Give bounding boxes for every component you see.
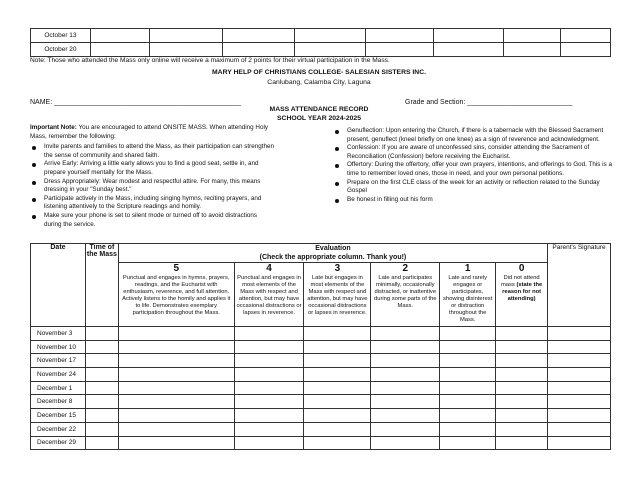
school-name: MARY HELP OF CHRISTIANS COLLEGE- SALESIAN SISTERS INC.: [212, 69, 426, 76]
score-description: [496, 275, 547, 303]
table-row: [31, 354, 611, 368]
date-cell: November 10: [31, 340, 86, 354]
check-cell[interactable]: [234, 381, 304, 395]
date-cell: December 15: [31, 409, 86, 423]
top-check-cell[interactable]: [222, 29, 294, 43]
instruction-text: Genuflection: Upon entering the Church, if there is a tabernacle with the Blessed Sacrament present, genuflect (kneel briefly on one knee) as a sign of reverence and acknowledgment.: [347, 127, 604, 143]
check-cell[interactable]: [496, 436, 548, 450]
instruction-item: [333, 179, 613, 196]
date-cell: December 8: [31, 395, 86, 409]
check-cell[interactable]: [234, 422, 304, 436]
instruction-text: Participate actively in the Mass, including singing hymns, reciting prayers, and listening attentively to the Scripture readings and homily.: [44, 194, 262, 211]
grade-section-field[interactable]: Grade and Section: ___________________________: [405, 99, 573, 106]
signature-header: Parent's Signature: [548, 244, 611, 327]
bullet-icon: [32, 163, 36, 167]
top-check-cell[interactable]: [294, 43, 366, 57]
check-cell[interactable]: [118, 409, 234, 423]
score-description: Late and rarely engages or participates, showing disinterest or distraction throughout the Mass.: [443, 275, 493, 323]
evaluation-header: [118, 244, 547, 263]
instruction-item: [30, 195, 276, 212]
top-check-cell[interactable]: [149, 29, 222, 43]
score-value: 1: [464, 263, 471, 274]
table-row: [31, 368, 611, 382]
previous-dates-table: [30, 28, 611, 57]
check-cell[interactable]: [234, 368, 304, 382]
check-cell[interactable]: [304, 354, 371, 368]
top-table-row: [31, 29, 611, 43]
check-cell[interactable]: [440, 395, 496, 409]
instruction-item: [333, 161, 613, 178]
check-cell[interactable]: [440, 409, 496, 423]
table-row: [31, 409, 611, 423]
check-cell[interactable]: [371, 395, 440, 409]
check-cell[interactable]: [118, 436, 234, 450]
score-description: Punctual and engages in hymns, prayers, readings, and the Eucharist with enthusiasm, reverence, and full attention. Actively listens to the homily and applies it to life. Demonstrates exemplary participation throughout the Mass.: [122, 275, 231, 316]
check-cell[interactable]: [440, 381, 496, 395]
important-note-text: You are encouraged to attend ONSITE MASS. When attending Holy Mass, remember the following:: [30, 124, 268, 140]
signature-cell[interactable]: [548, 409, 611, 423]
check-cell[interactable]: [371, 381, 440, 395]
check-cell[interactable]: [234, 436, 304, 450]
instruction-item: [333, 127, 613, 144]
online-note: Note: Those who attended the Mass only online will receive a maximum of 2 points for their virtual participation in the Mass.: [30, 57, 390, 64]
score-value: 2: [402, 263, 409, 274]
instruction-text: Confession: If you are aware of unconfessed sins, consider attending the Sacrament of Reconciliation (Confession) before receiving the Eucharist.: [347, 144, 590, 160]
bullet-icon: [32, 146, 36, 150]
record-title: MASS ATTENDANCE RECORD: [269, 106, 369, 113]
check-cell[interactable]: [371, 422, 440, 436]
signature-cell[interactable]: [548, 340, 611, 354]
name-field[interactable]: NAME: ________________________________________________: [30, 99, 241, 106]
top-check-cell[interactable]: [90, 43, 149, 57]
table-row: [31, 340, 611, 354]
check-cell[interactable]: [118, 422, 234, 436]
instruction-item: [30, 212, 276, 229]
top-check-cell[interactable]: [294, 29, 366, 43]
signature-cell[interactable]: [548, 354, 611, 368]
time-header: Time of the Mass: [85, 244, 118, 327]
bullet-icon: [32, 215, 36, 219]
score-value: 4: [266, 263, 272, 274]
evaluation-instruction: (Check the appropriate column. Thank you!): [259, 254, 407, 261]
score-description: Late but engages in most elements of the Mass with respect and attention, but may have occasional distractions or lapses in reverence.: [307, 275, 368, 316]
instruction-text: Invite parents and families to attend the Mass, as their participation can strengthen the sense of community and shared faith.: [44, 143, 274, 159]
check-cell[interactable]: [440, 327, 496, 341]
date-cell: November 24: [31, 368, 86, 382]
important-note: [30, 124, 276, 141]
check-cell[interactable]: [440, 368, 496, 382]
check-cell[interactable]: [496, 381, 548, 395]
check-cell[interactable]: [371, 436, 440, 450]
instruction-item: [30, 178, 276, 195]
time-cell[interactable]: [85, 395, 118, 409]
check-cell[interactable]: [118, 354, 234, 368]
date-cell: December 1: [31, 381, 86, 395]
instruction-item: [30, 160, 276, 177]
score-header-5: [118, 263, 234, 327]
check-cell[interactable]: [234, 340, 304, 354]
check-cell[interactable]: [304, 395, 371, 409]
instruction-text: Prepare on the first CLE class of the week for an activity or reflection related to the Sunday Gospel: [347, 178, 600, 195]
instruction-item: [30, 143, 276, 160]
bullet-icon: [32, 181, 36, 185]
check-cell[interactable]: [304, 327, 371, 341]
time-cell[interactable]: [85, 340, 118, 354]
school-year: SCHOOL YEAR 2024-2025: [277, 115, 361, 122]
check-cell[interactable]: [118, 395, 234, 409]
top-check-cell[interactable]: [90, 29, 149, 43]
bullet-icon: [32, 198, 36, 202]
instruction-item: [333, 196, 613, 205]
top-check-cell[interactable]: [561, 43, 611, 57]
table-row: [31, 436, 611, 450]
top-check-cell[interactable]: [434, 43, 504, 57]
score-header-0: [496, 263, 548, 327]
check-cell[interactable]: [371, 354, 440, 368]
top-check-cell[interactable]: [504, 29, 561, 43]
table-row: [31, 381, 611, 395]
check-cell[interactable]: [304, 422, 371, 436]
bullet-icon: [335, 164, 339, 168]
check-cell[interactable]: [371, 327, 440, 341]
score-header-1: [440, 263, 496, 327]
check-cell[interactable]: [440, 340, 496, 354]
signature-cell[interactable]: [548, 381, 611, 395]
check-cell[interactable]: [304, 409, 371, 423]
score-value: 5: [173, 263, 180, 274]
attendance-table: [30, 243, 611, 450]
date-cell: November 3: [31, 327, 86, 341]
check-cell[interactable]: [234, 354, 304, 368]
right-instructions: [333, 127, 613, 204]
top-check-cell[interactable]: [561, 29, 611, 43]
check-cell[interactable]: [371, 409, 440, 423]
signature-cell[interactable]: [548, 395, 611, 409]
instruction-text: Make sure your phone is set to silent mode or turned off to avoid distractions during the service.: [44, 211, 258, 228]
score-description-bold: (state the reason for not attending): [502, 282, 543, 302]
school-address: Canlubang, Calamba City, Laguna: [267, 79, 371, 86]
top-check-cell[interactable]: [504, 43, 561, 57]
signature-cell[interactable]: [548, 368, 611, 382]
check-cell[interactable]: [496, 327, 548, 341]
check-cell[interactable]: [496, 395, 548, 409]
instruction-text: Dress Appropriately: Wear modest and respectful attire. For many, this means dressing in your "Sunday best.": [44, 177, 261, 194]
check-cell[interactable]: [304, 381, 371, 395]
check-cell[interactable]: [440, 422, 496, 436]
instruction-text: Arrive Early: Arriving a little early allows you to find a good seat, settle in, and prepare yourself mentally for the Mass.: [44, 160, 259, 176]
check-cell[interactable]: [304, 368, 371, 382]
score-value: 3: [334, 263, 341, 274]
evaluation-title: Evaluation: [315, 245, 351, 252]
time-cell[interactable]: [85, 381, 118, 395]
score-description: Punctual and engages in most elements of the Mass with respect and attention, but may have occasional distractions or lapses in reverence.: [236, 275, 302, 316]
table-row: [31, 395, 611, 409]
top-check-cell[interactable]: [366, 29, 434, 43]
check-cell[interactable]: [496, 368, 548, 382]
bullet-icon: [335, 130, 339, 134]
check-cell[interactable]: [234, 327, 304, 341]
important-note-label: Important Note:: [30, 124, 77, 131]
top-check-cell[interactable]: [434, 29, 504, 43]
check-cell[interactable]: [118, 340, 234, 354]
table-row: [31, 327, 611, 341]
time-cell[interactable]: [85, 422, 118, 436]
date-cell: November 17: [31, 354, 86, 368]
check-cell[interactable]: [234, 395, 304, 409]
check-cell[interactable]: [118, 368, 234, 382]
date-cell: December 29: [31, 436, 86, 450]
signature-cell[interactable]: [548, 422, 611, 436]
check-cell[interactable]: [496, 354, 548, 368]
instruction-item: [333, 144, 613, 161]
top-check-cell[interactable]: [366, 43, 434, 57]
time-cell[interactable]: [85, 368, 118, 382]
top-table-row: [31, 43, 611, 57]
check-cell[interactable]: [304, 340, 371, 354]
score-description-plain: Did not attend mass: [500, 275, 540, 288]
check-cell[interactable]: [371, 368, 440, 382]
check-cell[interactable]: [118, 327, 234, 341]
check-cell[interactable]: [496, 340, 548, 354]
score-header-2: [371, 263, 440, 327]
signature-cell[interactable]: [548, 436, 611, 450]
score-description: Late and participates minimally, occasionally distracted, or inattentive during some parts of the Mass.: [374, 275, 437, 309]
check-cell[interactable]: [440, 436, 496, 450]
date-header: Date: [31, 244, 86, 327]
instruction-text: Offertory: During the offertory, offer your own prayers, intentions, and offerings to God. This is a time to remember loved ones, those in need, and your own personal petitions.: [347, 161, 612, 177]
check-cell[interactable]: [234, 409, 304, 423]
top-check-cell[interactable]: [222, 43, 294, 57]
time-cell[interactable]: [85, 327, 118, 341]
signature-cell[interactable]: [548, 327, 611, 341]
top-date-cell: October 20: [31, 43, 91, 57]
instruction-text: Be honest in filling out his form: [347, 195, 433, 203]
check-cell[interactable]: [118, 381, 234, 395]
score-value: 0: [518, 263, 525, 274]
check-cell[interactable]: [496, 422, 548, 436]
score-header-4: [234, 263, 304, 327]
top-date-cell: October 13: [31, 29, 91, 43]
check-cell[interactable]: [440, 354, 496, 368]
left-instructions: [30, 124, 276, 229]
date-cell: December 22: [31, 422, 86, 436]
check-cell[interactable]: [371, 340, 440, 354]
time-cell[interactable]: [85, 354, 118, 368]
check-cell[interactable]: [304, 436, 371, 450]
time-cell[interactable]: [85, 436, 118, 450]
check-cell[interactable]: [496, 409, 548, 423]
table-row: [31, 422, 611, 436]
top-check-cell[interactable]: [149, 43, 222, 57]
bullet-icon: [335, 182, 339, 186]
time-cell[interactable]: [85, 409, 118, 423]
bullet-icon: [335, 147, 339, 151]
bullet-icon: [335, 199, 339, 203]
score-header-3: [304, 263, 371, 327]
